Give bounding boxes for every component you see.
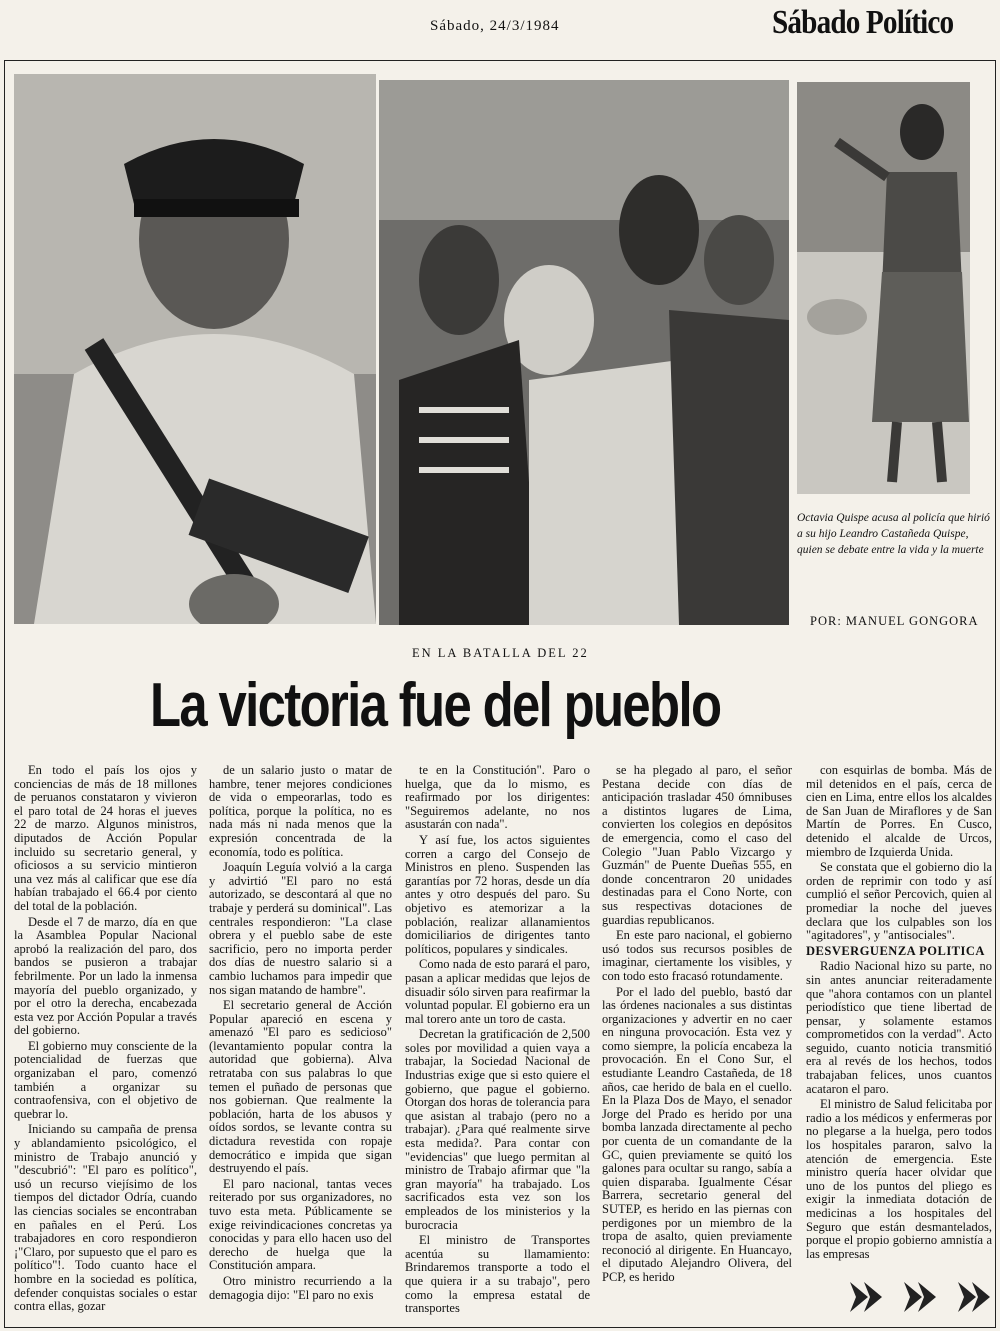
paragraph: Por el lado del pueblo, bastó dar las órdenes nacionales a sus distintas organizaciones y advertir en no caer en ninguna provocación. Esta vez y como siempre, la policía encabeza la provocación. En el Cono Sur, el estudiante Leandro Castañeda, de 18 años, cae herido de bala en el cuello. En la Plaza Dos de Mayo, el senador Jorge del Prado es herido por una bomba lanzada directamente al pecho por cuenta de un comandante de la GC, quien previamente se quitó los galones para ocultar su rango, sabía a quien disparaba. Igualmente César Barrera, secretario general del SUTEP, es herido en las piernas con perdigones por un miembro de la tropa de asalto, quien previamente reconoció al dirigente. En Huancayo, el diputado Alejandro Olivera, del PCP, es herido [602, 984, 792, 1284]
paragraph: Iniciando su campaña de prensa y ablandamiento psicológico, el ministro de Trabajo anunció y "descubrió": "El paro es político", usó un recurso viejísimo de los tiempos del dictador Odría, cuando las ciencias sociales se encontraban en pañales en el Perú. Los trabajadores en coro respondieron ¡"Claro, por supuesto que el paro es político"!. Todo cuanto hace el hombre en la sociedad es política, defender conquistas sociales o estar contra ellas, gozar [14, 1122, 197, 1314]
paragraph: se ha plegado al paro, el señor Pestana decide con días de anticipación trasladar 450 ómnibuses a distintos lugares de Lima, convierten los colegios en depósitos de emergencia, como el caso del Colegio "Juan Pablo Vizcargo y Guzmán" de Puente Dueñas 555, en donde concentraron 20 unidades destinadas para el Cono Norte, con sus respectivas dotaciones de guardias republicanos. [602, 764, 792, 927]
article-column-5 [806, 764, 992, 1269]
paragraph: Decretan la gratificación de 2,500 soles por movilidad a quien vaya a trabajar, la Sociedad Nacional de Industrias exige que si esto quiere el gobierno, que pague el gobierno. Otorgan dos horas de tolerancia para que asistan al trabajo (pero no a trabajar). ¿Para qué realmente sirve esta medida?. Para contar con "evidencias" que luego permitan al ministro de Trabajo afirmar que "la gran mayoría" ha trabajado. Los sacrificados esta vez son los empleados de los ministerios y la burocracia [405, 1027, 590, 1232]
arrow-right-icon [954, 1276, 994, 1318]
header-date: Sábado, 24/3/1984 [430, 18, 560, 34]
paragraph: te en la Constitución". Paro o huelga, que da lo mismo, es reafirmado por los dirigentes: "Seguiremos adelante, no nos asustarán con nada". [405, 764, 590, 832]
article-column-1 [14, 764, 197, 1324]
paragraph: Como nada de esto parará el paro, pasan a aplicar medidas que lejos de disuadir sólo sirven para reafirmar la voluntad popular. El gobierno era un mal torero ante un toro de casta. [405, 957, 590, 1026]
arrow-right-icon [846, 1276, 886, 1318]
paragraph: Joaquín Leguía volvió a la carga y advirtió "El paro no está autorizado, se descontará al que no trabaje y perderá su dominical". Las centrales respondieron: "La clase obrera y el pueblo sabe de este sacrificio, pero no importa perder dos días de nuestro salario si a cambio luchamos para impedir que nos sigan matando de hambre". [209, 860, 392, 997]
paragraph: Se constata que el gobierno dio la orden de reprimir con todo y así cumplió el señor Percovich, quien al promediar la noche del jueves declara que los culpables son los "agitadores", y "antisociales". [806, 860, 992, 943]
paragraph: El ministro de Salud felicitaba por radio a los médicos y enfermeras por no plegarse a la huelga, pero todos los hospitales pararon, salvo la atención de emergencia. Este ministro quería hacer olvidar que uno de los puntos del pliego es exigir la inmediata dotación de medicinas a los hospitales del Seguro que están desmantelados, porque el propio gobierno amnistía a las empresas [806, 1097, 992, 1261]
paragraph: Radio Nacional hizo su parte, no sin antes anunciar reiteradamente que "ahora contamos con un plantel periodístico que tiene libertad de pensar, y solamente estamos comprometidos con la verdad". Acto seguido, cuanto noticia transmitió era al revés de los hechos, todos trabajaban felices, unos cuantos acataron el paro. [806, 959, 992, 1096]
paragraph: Otro ministro recurriendo a la demagogia dijo: "El paro no exis [209, 1273, 392, 1302]
kicker: EN LA BATALLA DEL 22 [412, 646, 589, 660]
paragraph: con esquirlas de bomba. Más de mil detenidos en el país, cerca de cien en Lima, entre ellos los alcaldes de San Juan de Miraflores y de San Martín de Porres. En Cusco, detenido el alcalde de Urcos, miembro de Izquierda Unida. [806, 764, 992, 859]
paragraph: Y así fue, los actos siguientes corren a cargo del Consejo de Ministros en pleno. Suspenden las garantías por 72 horas, desde un día antes y otro después del paro. Su objetivo es atemorizar a la población, realizar allanamientos domiciliarios de dirigentes tanto políticos, populares y sindicales. [405, 832, 590, 956]
police-officer-photo [14, 74, 376, 624]
crowd-photo [379, 80, 789, 625]
subheading: DESVERGUENZA POLITICA [806, 943, 985, 958]
photo-crowd [379, 80, 789, 625]
paragraph: En todo el país los ojos y conciencias de más de 18 millones de peruanos constataron y vivieron el paro total de 24 horas el jueves 22 de marzo. Algunos ministros, diputados de Acción Popular incluido su secretario general, y oficiosos a su servicio mintieron una vez más al calificar que ese día habían trabajado el 66.4 por ciento del total de la población. [14, 764, 197, 913]
photo-caption: Octavia Quispe acusa al policía que hirió a su hijo Leandro Castañeda Quispe, quien se debate entre la vida y la muerte [797, 512, 990, 556]
woman-pointing-photo [797, 82, 970, 494]
paragraph: El ministro de Transportes acentúa su llamamiento: Brindaremos transporte a todo el que quiera ir a su trabajo", pero como la empresa estatal de transportes [405, 1233, 590, 1316]
photo-woman [797, 82, 970, 494]
photo-police-officer [14, 74, 376, 624]
section-title: Sábado Político [772, 4, 954, 41]
byline: POR: MANUEL GONGORA [810, 614, 979, 628]
article-column-2 [209, 764, 392, 1324]
paragraph: El secretario general de Acción Popular apareció en escena y amenazó "El paro es sedicioso" (levantamiento popular contra la autoridad que gobierna). Alva retrataba con sus palabras lo que temen el puñado de personas que nos gobiernan. Que realmente la población, harta de los abusos y oídos sordos, se levante contra su dictadura revestida con ropaje democrático e impida que sigan destruyendo el país. [209, 998, 392, 1176]
arrow-right-icon [900, 1276, 940, 1318]
paragraph: de un salario justo o matar de hambre, tener mejores condiciones de vida o empeorarlas, todo es política, porque la política, no es nada más ni nada menos que la expresión concentrada de la economía, todo es política. [209, 764, 392, 859]
article-column-3 [405, 764, 590, 1324]
article-column-4 [602, 764, 792, 1324]
paragraph: El gobierno muy consciente de la potencialidad de fuerzas que organizaban el paro, comenzó también a organizar su contraofensiva, con el objetivo de quebrar lo. [14, 1038, 197, 1121]
paragraph: El paro nacional, tantas veces reiterado por sus organizadores, no tuvo esta meta. Públicamente se exige reivindicaciones concretas ya conocidas y para ello hacen uso del derecho de huelga que la Constitución ampara. [209, 1176, 392, 1273]
paragraph: Desde el 7 de marzo, día en que la Asamblea Popular Nacional aprobó la realización del paro, dos bandos se pusieron a trabajar febrilmente. Por un lado la inmensa mayoría del pueblo organizado, y por el otro la derecha, encabezada esta vez por Acción Popular a través del gobierno. [14, 914, 197, 1038]
headline: La victoria fue del pueblo [150, 671, 721, 740]
paragraph: En este paro nacional, el gobierno usó todos sus recursos posibles de imaginar, ciertamente los visibles, y con todo esto fracasó rotundamente. [602, 928, 792, 983]
